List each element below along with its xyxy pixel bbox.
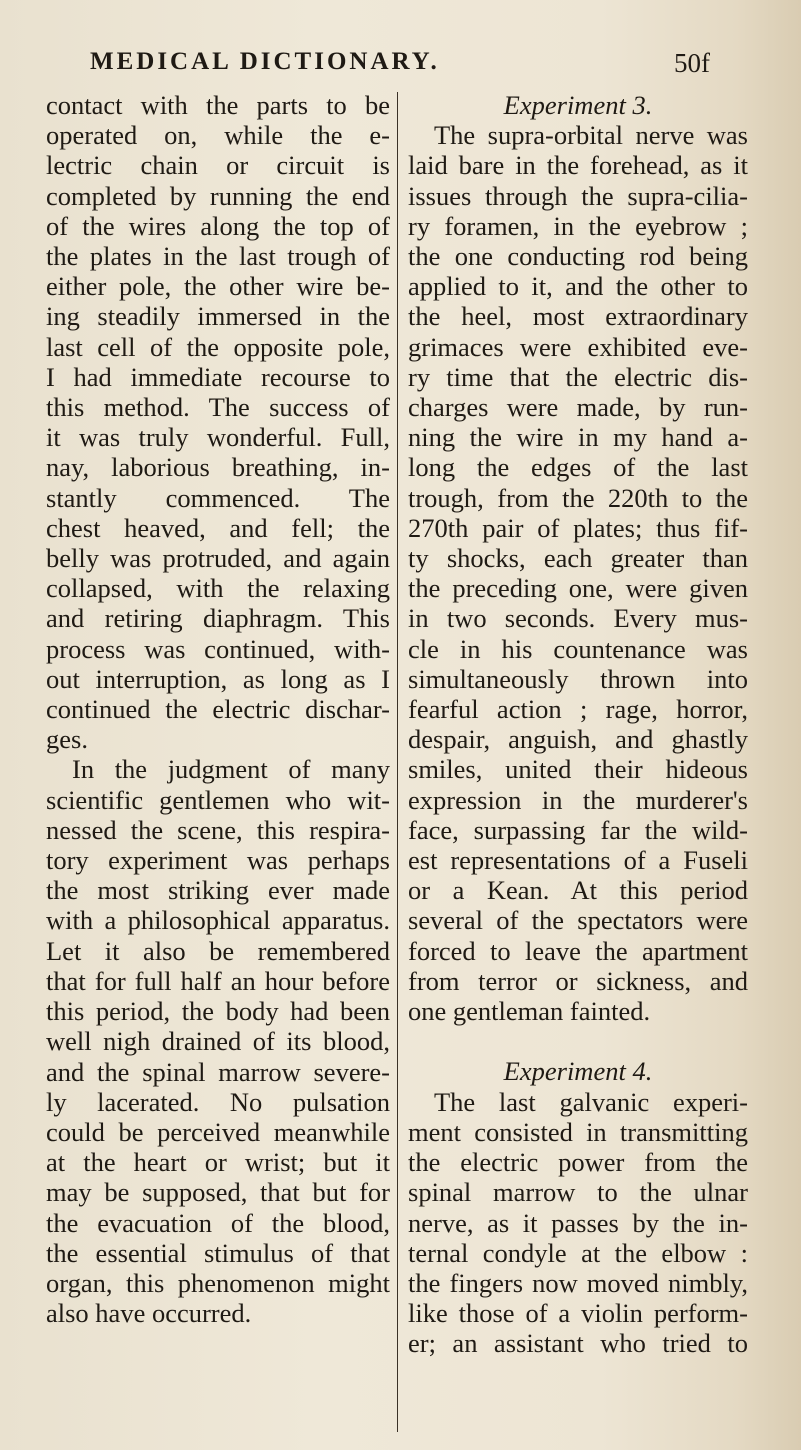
text-line: long the edges of the last	[408, 452, 748, 483]
text-line: from terror or sickness, and	[408, 965, 748, 996]
text-line: the most striking ever made	[46, 875, 390, 906]
text-line: and retiring diaphragm. This	[46, 603, 390, 634]
text-line: this period, the body had been	[46, 996, 390, 1027]
text-line: the plates in the last trough of	[46, 241, 390, 272]
text-line: lectric chain or circuit is	[46, 150, 390, 181]
text-line: organ, this phenomenon might	[46, 1267, 390, 1298]
text-line: last cell of the opposite pole,	[46, 331, 390, 362]
text-line: also have occurred.	[46, 1298, 252, 1329]
left-column	[46, 90, 390, 1328]
text-line: may be supposed, that but for	[46, 1177, 390, 1208]
text-line: chest heaved, and fell; the	[46, 512, 390, 543]
text-line: the fingers now moved nimbly,	[408, 1267, 748, 1298]
experiment-3-title: Experiment 3.	[503, 90, 653, 120]
right-column	[408, 90, 748, 1359]
text-line: fearful action ; rage, horror,	[408, 694, 748, 725]
text-line: laid bare in the forehead, as it	[408, 150, 748, 181]
text-line: like those of a violin perform-	[408, 1298, 748, 1329]
text-line: I had immediate recourse to	[46, 361, 390, 392]
text-line: ry foramen, in the eyebrow ;	[408, 210, 748, 241]
text-line: tory experiment was perhaps	[46, 845, 390, 876]
text-line: operated on, while the e-	[46, 120, 390, 151]
text-line: the one conducting rod being	[408, 241, 748, 272]
text-line: this method. The success of	[46, 392, 390, 423]
text-line: smiles, united their hideous	[408, 754, 748, 785]
text-line: issues through the supra-cilia-	[408, 180, 748, 211]
text-line: ty shocks, each greater than	[408, 543, 748, 574]
text-line: Let it also be remembered	[46, 935, 390, 966]
text-line: of the wires along the top of	[46, 210, 390, 241]
text-line: ges.	[46, 724, 88, 755]
text-line: The last galvanic experi-	[434, 1086, 748, 1117]
text-line: applied to it, and the other to	[408, 271, 748, 302]
text-line: ning the wire in my hand a-	[408, 422, 748, 453]
text-line: despair, anguish, and ghastly	[408, 724, 748, 755]
experiment-3-text	[408, 120, 748, 1026]
text-line: belly was protruded, and again	[46, 543, 390, 574]
text-line: the electric power from the	[408, 1147, 748, 1178]
text-line: er; an assistant who tried to	[408, 1328, 748, 1359]
text-line: stantly commenced. The	[46, 482, 390, 513]
text-line: the heel, most extraordinary	[408, 301, 748, 332]
text-line: at the heart or wrist; but it	[46, 1147, 390, 1178]
text-line: In the judgment of many	[72, 754, 390, 785]
page-header	[90, 48, 710, 82]
text-line: and the spinal marrow severe-	[46, 1056, 390, 1087]
text-line: continued the electric dischar-	[46, 694, 390, 725]
text-line: The supra-orbital nerve was	[434, 120, 748, 151]
text-line: process was continued, with-	[46, 633, 390, 664]
text-line: nerve, as it passes by the in-	[408, 1207, 748, 1238]
text-line: could be perceived meanwhile	[46, 1116, 390, 1147]
column-divider	[397, 92, 398, 1432]
text-line: 270th pair of plates; thus fif-	[408, 512, 748, 543]
text-line: the evacuation of the blood,	[46, 1207, 390, 1238]
experiment-4-title: Experiment 4.	[503, 1056, 653, 1087]
text-line: ry time that the electric dis-	[408, 361, 748, 392]
text-line: out interruption, as long as I	[46, 663, 390, 694]
text-line: with a philosophical apparatus.	[46, 905, 390, 936]
text-line: forced to leave the apartment	[408, 935, 748, 966]
text-line: face, surpassing far the wild-	[408, 814, 748, 845]
text-line: est representations of a Fuseli	[408, 845, 748, 876]
text-line: ment consisted in transmitting	[408, 1116, 748, 1147]
text-line: nay, laborious breathing, in-	[46, 452, 390, 483]
text-line: expression in the murderer's	[408, 784, 748, 815]
page-number: 50f	[674, 48, 710, 78]
text-line: charges were made, by run-	[408, 392, 748, 423]
text-line: scientific gentlemen who wit-	[46, 784, 390, 815]
text-line: ing steadily immersed in the	[46, 301, 390, 332]
text-line: simultaneously thrown into	[408, 663, 748, 694]
text-line: ternal condyle at the elbow :	[408, 1237, 748, 1268]
text-line: grimaces were exhibited eve-	[408, 331, 748, 362]
text-line: contact with the parts to be	[46, 90, 390, 120]
text-line: ly lacerated. No pulsation	[46, 1086, 390, 1117]
text-line: either pole, the other wire be-	[46, 271, 390, 302]
text-line: the essential stimulus of that	[46, 1237, 390, 1268]
text-line: one gentleman fainted.	[408, 996, 651, 1027]
text-line: it was truly wonderful. Full,	[46, 422, 390, 453]
text-line: the preceding one, were given	[408, 573, 748, 604]
experiment-4-text	[408, 1087, 748, 1359]
text-line: in two seconds. Every mus-	[408, 603, 748, 634]
text-line: nessed the scene, this respira-	[46, 814, 390, 845]
text-line: trough, from the 220th to the	[408, 482, 748, 513]
text-line: completed by running the end	[46, 180, 390, 211]
text-line: that for full half an hour before	[46, 965, 390, 996]
text-line: spinal marrow to the ulnar	[408, 1177, 748, 1208]
text-line: collapsed, with the relaxing	[46, 573, 390, 604]
section-gap	[408, 1026, 748, 1056]
running-head: MEDICAL DICTIONARY.	[90, 48, 440, 75]
text-line: or a Kean. At this period	[408, 875, 748, 906]
text-line: several of the spectators were	[408, 905, 748, 936]
text-line: well nigh drained of its blood,	[46, 1026, 390, 1057]
text-line: cle in his countenance was	[408, 633, 748, 664]
